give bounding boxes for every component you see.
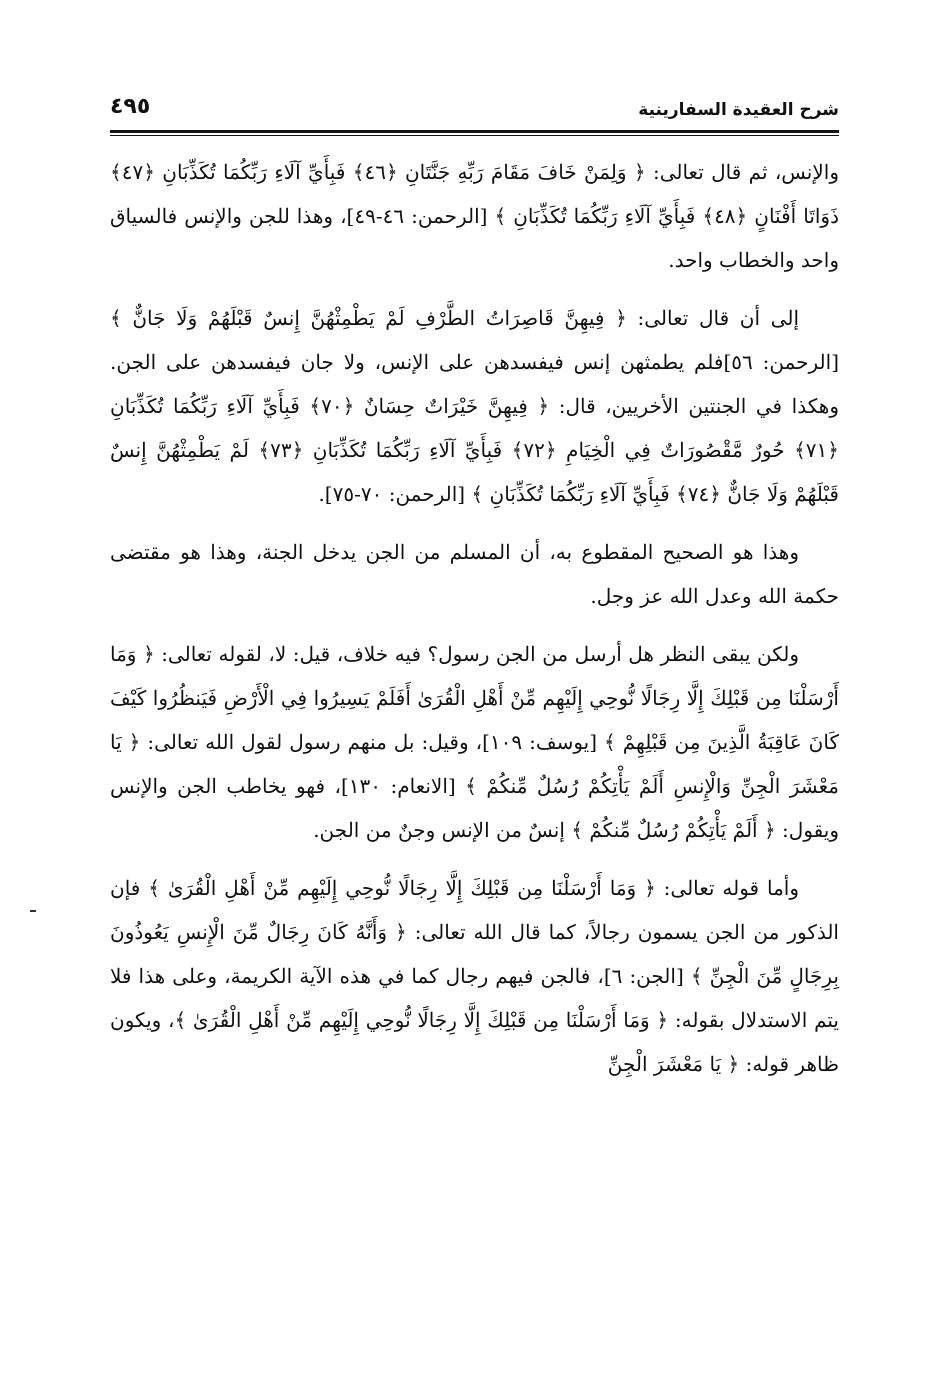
header-divider	[110, 130, 839, 136]
book-title: شرح العقيدة السفارينية	[638, 100, 839, 120]
paragraph-3: وهذا هو الصحيح المقطوع به، أن المسلم من الجن يدخل الجنة، وهذا هو مقتضى حكمة الله وعدل الله عز وجل.	[110, 540, 839, 608]
page-number: ٤٩٥	[110, 94, 151, 119]
page-body	[110, 150, 839, 1100]
paragraph-5: وأما قوله تعالى: ﴿ وَمَا أَرْسَلْنَا مِن قَبْلِكَ إِلَّا رِجَالًا نُّوحِي إِلَيْهِم مِّنْ أَهْلِ الْقُرَىٰ ﴾ فإن الذكور من الجن يسمون رجالاً، كما قال الله تعالى: ﴿ وَأَنَّهُ كَانَ رِجَالٌ مِّنَ الْإِنسِ يَعُوذُونَ بِرِجَالٍ مِّنَ الْجِنِّ ﴾ [الجن: ٦]، فالجن فيهم رجال كما في هذه الآية الكريمة، وعلى هذا فلا يتم الاستدلال بقوله: ﴿ وَمَا أَرْسَلْنَا مِن قَبْلِكَ إِلَّا رِجَالًا نُّوحِي إِلَيْهِم مِّنْ أَهْلِ الْقُرَىٰ ﴾، ويكون ظاهر قوله: ﴿ يَا مَعْشَرَ الْجِنِّ	[110, 876, 839, 1076]
paragraph-4: ولكن يبقى النظر هل أرسل من الجن رسول؟ فيه خلاف، قيل: لا، لقوله تعالى: ﴿ وَمَا أَرْسَلْنَا مِن قَبْلِكَ إِلَّا رِجَالًا نُّوحِي إِلَيْهِم مِّنْ أَهْلِ الْقُرَىٰ أَفَلَمْ يَسِيرُوا فِي الْأَرْضِ فَيَنظُرُوا كَيْفَ كَانَ عَاقِبَةُ الَّذِينَ مِن قَبْلِهِمْ ﴾ [يوسف: ١٠٩]، وقيل: بل منهم رسول لقول الله تعالى: ﴿ يَا مَعْشَرَ الْجِنِّ وَالْإِنسِ أَلَمْ يَأْتِكُمْ رُسُلٌ مِّنكُمْ ﴾ [الانعام: ١٣٠]، فهو يخاطب الجن والإنس ويقول: ﴿ أَلَمْ يَأْتِكُمْ رُسُلٌ مِّنكُمْ ﴾ إنسٌ من الإنس وجنٌ من الجن.	[110, 642, 839, 842]
paragraph-1: والإنس، ثم قال تعالى: ﴿ وَلِمَنْ خَافَ مَقَامَ رَبِّهِ جَنَّتَانِ ﴿٤٦﴾ فَبِأَيِّ آلَاءِ رَبِّكُمَا تُكَذِّبَانِ ﴿٤٧﴾ ذَوَاتَا أَفْنَانٍ ﴿٤٨﴾ فَبِأَيِّ آلَاءِ رَبِّكُمَا تُكَذِّبَانِ ﴾ [الرحمن: ٤٦-٤٩]، وهذا للجن والإنس فالسياق واحد والخطاب واحد.	[110, 160, 840, 272]
page-header	[110, 92, 839, 128]
paragraph-2: إلى أن قال تعالى: ﴿ فِيهِنَّ قَاصِرَاتُ الطَّرْفِ لَمْ يَطْمِثْهُنَّ إِنسٌ قَبْلَهُمْ وَلَا جَانٌّ ﴾ [الرحمن: ٥٦]فلم يطمثهن إنس فيفسدهن على الإنس، ولا جان فيفسدهن على الجن. وهكذا في الجنتين الأخريين، قال: ﴿ فِيهِنَّ خَيْرَاتٌ حِسَانٌ ﴿٧٠﴾ فَبِأَيِّ آلَاءِ رَبِّكُمَا تُكَذِّبَانِ ﴿٧١﴾ حُورٌ مَّقْصُورَاتٌ فِي الْخِيَامِ ﴿٧٢﴾ فَبِأَيِّ آلَاءِ رَبِّكُمَا تُكَذِّبَانِ ﴿٧٣﴾ لَمْ يَطْمِثْهُنَّ إِنسٌ قَبْلَهُمْ وَلَا جَانٌّ ﴿٧٤﴾ فَبِأَيِّ آلَاءِ رَبِّكُمَا تُكَذِّبَانِ ﴾ [الرحمن: ٧٠-٧٥].	[110, 306, 840, 506]
margin-mark	[30, 910, 36, 912]
